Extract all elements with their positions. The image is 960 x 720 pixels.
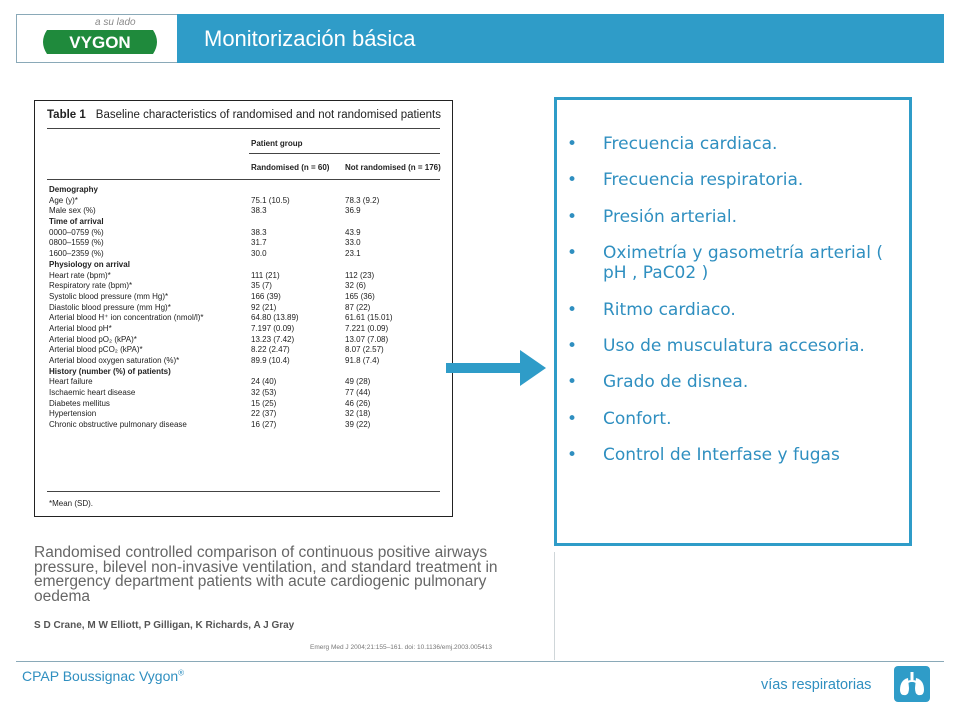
table-row (47, 228, 440, 239)
table-cell-randomised: 111 (21) (251, 270, 280, 280)
vygon-logo (39, 30, 161, 54)
table-cell-randomised: 8.22 (2.47) (251, 345, 290, 355)
bullet-text: Frecuencia cardiaca. (603, 134, 778, 154)
table-row (47, 292, 440, 303)
table-cell-randomised: 64.80 (13.89) (251, 313, 299, 323)
table-title: Baseline characteristics of randomised and not randomised patients (95, 109, 441, 121)
bullet-text: Grado de disnea. (603, 372, 749, 393)
bullet-item (567, 300, 901, 320)
table-row (47, 313, 440, 324)
logo-text: VYGON (69, 33, 131, 52)
bullet-icon: • (567, 372, 578, 393)
table-cell-label: Arterial blood oxygen saturation (%)* (49, 356, 180, 365)
table-cell-label: Diabetes mellitus (49, 398, 110, 408)
table-cell-not-randomised: 46 (26) (345, 398, 371, 408)
table-caption (47, 109, 441, 121)
bullet-item (567, 445, 901, 465)
bullet-text: Ritmo cardiaco. (603, 299, 736, 320)
monitoring-list-box (554, 97, 912, 546)
bullet-text: Confort. (603, 408, 672, 429)
table-section-row (47, 367, 440, 378)
bullet-text: Uso de musculatura accesoria. (603, 335, 865, 356)
article-authors: S D Crane, M W Elliott, P Gilligan, K Richards, A J Gray (34, 620, 295, 631)
registered-mark: ® (178, 668, 185, 678)
table-cell-randomised: 13.23 (7.42) (251, 334, 295, 344)
bullet-item (567, 336, 901, 356)
table-cell-randomised: 16 (27) (251, 420, 277, 430)
bullet-text: Oximetría y gasometría arterial ( pH , PaC02 ) (603, 243, 883, 284)
table-cell-not-randomised: 32 (18) (345, 409, 371, 419)
table-cell-label: Respiratory rate (bpm)* (49, 281, 133, 291)
table-cell-randomised: 89.9 (10.4) (251, 356, 290, 365)
table-cell-label: Age (y)* (49, 195, 78, 205)
table-cell-not-randomised: 23.1 (345, 249, 361, 259)
table-rule (47, 491, 440, 492)
table-cell-not-randomised: 33.0 (345, 238, 361, 248)
table-rows (47, 185, 440, 431)
table-label: Table 1 (47, 109, 86, 121)
table-row (47, 409, 440, 420)
bullet-icon: • (567, 206, 578, 227)
table-cell-not-randomised: 43.9 (345, 227, 361, 237)
arrow-right-icon (446, 350, 546, 386)
table-cell-not-randomised: 112 (23) (345, 270, 375, 280)
table-row (47, 303, 440, 314)
table-row (47, 356, 440, 367)
table-row (47, 420, 440, 431)
table-col-randomised: Randomised (n = 60) (251, 163, 330, 172)
table-cell-label: Chronic obstructive pulmonary disease (49, 420, 187, 430)
table-cell-label: Diastolic blood pressure (mm Hg)* (49, 302, 171, 312)
bullet-icon: • (567, 408, 578, 429)
table-section-row (47, 185, 440, 196)
table-cell-not-randomised: 32 (6) (345, 281, 366, 291)
table-note: *Mean (SD). (49, 499, 94, 508)
table-row (47, 281, 440, 292)
table-rule (47, 179, 440, 180)
bullet-text: Presión arterial. (603, 206, 737, 227)
bullet-item (567, 409, 901, 429)
table-row (47, 388, 440, 399)
table-cell-label: Physiology on arrival (49, 259, 130, 269)
footer-divider (16, 661, 944, 662)
divider (554, 552, 555, 660)
table-cell-label: History (number (%) of patients) (49, 366, 171, 376)
table-cell-randomised: 24 (40) (251, 377, 277, 387)
table-rule (47, 128, 440, 129)
table-cell-not-randomised: 13.07 (7.08) (345, 334, 389, 344)
bullet-item (567, 243, 901, 283)
footer-product-name: CPAP Boussignac Vygon (22, 668, 179, 684)
table-cell-label: 0000–0759 (%) (49, 227, 104, 237)
bullet-item (567, 134, 901, 154)
table-cell-randomised: 75.1 (10.5) (251, 195, 290, 205)
table-cell-label: Arterial blood pH* (49, 323, 112, 333)
table-col-not-randomised: Not randomised (n = 176) (345, 163, 441, 172)
table-section-row (47, 217, 440, 228)
table-cell-randomised: 30.0 (251, 249, 267, 259)
footer-section: vías respiratorias (761, 677, 872, 693)
table-cell-randomised: 38.3 (251, 227, 267, 237)
bullet-icon: • (567, 243, 578, 264)
table-cell-randomised: 31.7 (251, 238, 267, 248)
title-bar (177, 14, 944, 63)
table-cell-label: Demography (49, 185, 98, 194)
table-row (47, 238, 440, 249)
table-cell-label: Time of arrival (49, 217, 104, 227)
table-row (47, 271, 440, 282)
table-cell-label: Heart rate (bpm)* (49, 270, 111, 280)
article-reference: Emerg Med J 2004;21:155–161. doi: 10.1136/emj.2003.005413 (310, 644, 493, 651)
table-cell-label: Systolic blood pressure (mm Hg)* (49, 291, 169, 301)
table-cell-not-randomised: 87 (22) (345, 302, 371, 312)
table-row (47, 196, 440, 207)
table-cell-randomised: 35 (7) (251, 281, 272, 291)
table-cell-label: Arterial blood pO₂ (kPA)* (49, 334, 137, 344)
bullet-item (567, 372, 901, 392)
table-cell-label: 1600–2359 (%) (49, 249, 104, 259)
table-cell-not-randomised: 78.3 (9.2) (345, 195, 380, 205)
footer-product (22, 668, 184, 684)
table-cell-randomised: 15 (25) (251, 398, 277, 408)
slide-header (16, 14, 944, 63)
table-cell-randomised: 92 (21) (251, 302, 277, 312)
table-cell-not-randomised: 165 (36) (345, 291, 375, 301)
table-row (47, 399, 440, 410)
table-cell-not-randomised: 8.07 (2.57) (345, 345, 384, 355)
bullet-text: Control de Interfase y fugas (603, 445, 840, 466)
table-cell-not-randomised: 39 (22) (345, 420, 371, 430)
slide-title: Monitorización básica (204, 26, 416, 51)
logo-tagline: a su lado (95, 17, 136, 28)
table-cell-not-randomised: 7.221 (0.09) (345, 323, 389, 333)
table-cell-label: Hypertension (49, 409, 97, 419)
table-cell-not-randomised: 77 (44) (345, 388, 371, 398)
table-cell-label: Arterial blood H⁺ ion concentration (nmol/l)* (49, 313, 204, 323)
table-cell-not-randomised: 49 (28) (345, 377, 371, 387)
table-cell-randomised: 166 (39) (251, 291, 281, 301)
table-cell-randomised: 32 (53) (251, 388, 277, 398)
bullet-icon: • (567, 299, 578, 320)
table-row (47, 377, 440, 388)
table-cell-label: Ischaemic heart disease (49, 388, 136, 398)
table-cell-randomised: 22 (37) (251, 409, 277, 419)
bullet-item (567, 207, 901, 227)
article-title: Randomised controlled comparison of continuous positive airways pressure, bilevel non-invasive ventilation, and standard treatment in emergency department patients with acute cardiogenic pulmonary oedema (34, 544, 498, 605)
bullet-text: Frecuencia respiratoria. (603, 170, 804, 191)
table-rule (249, 153, 440, 154)
table-section-row (47, 260, 440, 271)
vygon-logo-area (17, 15, 177, 62)
table-cell-not-randomised: 36.9 (345, 206, 361, 216)
table-cell-label: 0800–1559 (%) (49, 238, 104, 248)
bullet-item (567, 170, 901, 190)
lungs-icon (894, 666, 930, 702)
table-cell-randomised: 38.3 (251, 206, 267, 216)
bullet-icon: • (567, 445, 578, 466)
table-row (47, 324, 440, 335)
study-table (34, 100, 453, 517)
bullet-icon: • (567, 170, 578, 191)
table-cell-not-randomised: 61.61 (15.01) (345, 313, 393, 323)
table-cell-not-randomised: 91.8 (7.4) (345, 356, 380, 365)
monitoring-list (567, 134, 901, 482)
table-cell-label: Arterial blood pCO₂ (kPA)* (49, 345, 143, 355)
table-row (47, 345, 440, 356)
table-row (47, 249, 440, 260)
table-cell-label: Heart failure (49, 377, 93, 387)
bullet-icon: • (567, 335, 578, 356)
table-group-header: Patient group (251, 139, 303, 148)
bullet-icon: • (567, 134, 578, 154)
table-row (47, 206, 440, 217)
table-row (47, 335, 440, 346)
table-cell-randomised: 7.197 (0.09) (251, 323, 295, 333)
table-cell-label: Male sex (%) (49, 206, 96, 216)
